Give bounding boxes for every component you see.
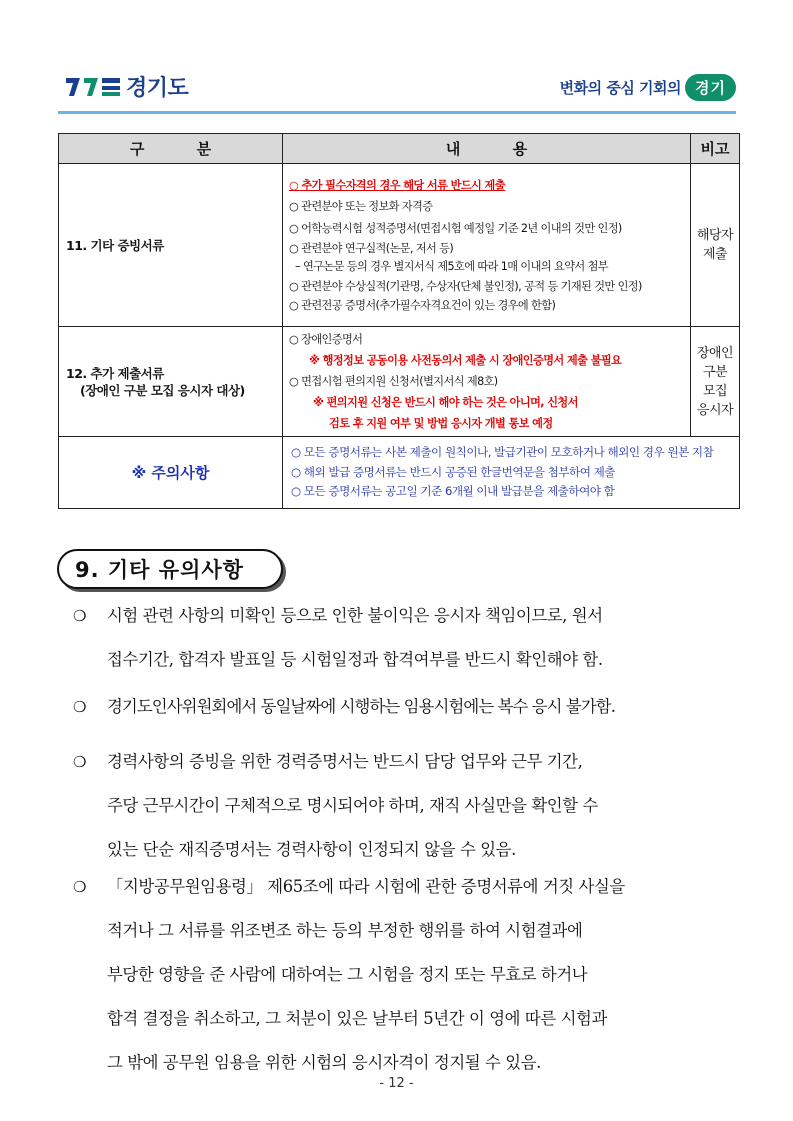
note-line: 제출 [702,247,728,262]
documents-table [58,133,740,509]
paragraph [73,865,745,1085]
paragraph-line: 경력사항의 증빙을 위한 경력증명서는 반드시 담당 업무와 근무 기간, [107,752,583,771]
caution-line: ○ 모든 증명서류는 사본 제출이 원칙이나, 발급기관이 모호하거나 해외인 경우 원본 지참 [291,445,714,460]
paragraph-line: 경기도인사위원회에서 동일날짜에 시행하는 임용시험에는 복수 응시 불가함. [107,697,616,716]
caution-line: ○ 모든 증명서류는 공고일 기준 6개월 이내 발급분을 제출하여야 함 [291,484,615,499]
header-rule [58,111,736,114]
slogan-badge: 경기 [685,74,736,101]
paragraph-line: 적거나 그 서류를 위조변조 하는 등의 부정한 행위를 하여 시험결과에 [107,921,583,940]
table-row [59,327,740,437]
note-line: 응시자 [696,402,734,418]
note-line: 구분 [702,364,728,380]
paragraph-line: 그 밖에 공무원 임용을 위한 시험의 응시자격이 정지될 수 있음. [107,1053,541,1072]
column-header-category: 구 분 [59,134,283,164]
content-line: ○ 관련분야 또는 정보화 자격증 [289,200,433,214]
row-content [283,327,691,437]
column-header-note: 비고 [691,134,740,164]
paragraph-line: 접수기간, 합격자 발표일 등 시험일정과 합격여부를 반드시 확인해야 함. [107,650,603,669]
row-content [283,164,691,327]
paragraph-line: 시험 관련 사항의 미확인 등으로 인한 불이익은 응시자 책임이므로, 원서 [107,606,603,625]
gyeonggi-logo-icon [64,74,122,98]
paragraph [73,594,745,682]
content-line: ※ 행정정보 공동이용 사전동의서 제출 시 장애인증명서 제출 불필요 [309,354,622,367]
caution-row [59,437,740,509]
caution-content [283,437,740,509]
note-line: 해당자 [696,228,734,243]
paragraph [73,685,745,729]
row-note [691,327,740,437]
section-title: 9. 기타 유의사항 [57,549,283,589]
content-line: ○ 관련분야 연구실적(논문, 저서 등) [289,241,454,255]
note-line: 장애인 [696,345,734,361]
paragraph-line: 「지방공무원임용령」 제65조에 따라 시험에 관한 증명서류에 거짓 사실을 [107,877,625,896]
caution-line: ○ 해외 발급 증명서류는 반드시 공증된 한글번역문을 첨부하여 제출 [291,464,615,479]
bullet-icon: ❍ [73,753,87,771]
slogan [560,74,736,101]
table-row [59,164,740,327]
table-header-row [59,134,740,164]
row-note [691,164,740,327]
content-line: ○ 장애인증명서 [289,333,363,346]
bullet-icon: ❍ [73,878,87,896]
gyeonggi-logo [64,72,188,100]
row-category [59,327,283,437]
bullet-icon: ❍ [73,607,87,625]
content-line: ○ 어학능력시험 성적증명서(면접시험 예정일 기준 2년 이내의 것만 인정) [289,222,622,235]
paragraph-line: 주당 근무시간이 구체적으로 명시되어야 하며, 재직 사실만을 확인할 수 [107,796,598,815]
page-number: - 12 - [379,1076,414,1091]
caution-label: ※ 주의사항 [59,437,283,509]
paragraph [73,740,745,872]
content-line: ○ 면접시험 편의지원 신청서(별지서식 제8호) [289,375,498,388]
column-header-content: 내 용 [283,134,691,164]
content-line: – 연구논문 등의 경우 별지서식 제5호에 따라 1매 이내의 요약서 첨부 [295,259,608,273]
paragraph-line: 합격 결정을 취소하고, 그 처분이 있은 날부터 5년간 이 영에 따른 시험과 [107,1009,607,1028]
note-line: 모집 [702,383,728,399]
category-line: (장애인 구분 모집 응시자 대상) [80,382,245,398]
bullet-icon: ❍ [73,698,87,716]
slogan-text: 변화의 중심 기회의 [559,79,682,97]
logo-text: 경기도 [126,75,189,101]
content-line: ○ 추가 필수자격의 경우 해당 서류 반드시 제출 [289,178,505,192]
row-category: 11. 기타 증빙서류 [59,164,283,327]
category-line: 12. 추가 제출서류 [66,365,164,381]
content-line: 검토 후 지원 여부 및 방법 응시자 개별 통보 예정 [329,417,553,430]
content-line: ○ 관련전공 증명서(추가필수자격요건이 있는 경우에 한함) [289,299,556,313]
paragraph-line: 부당한 영향을 준 사람에 대하여는 그 시험을 정지 또는 무효로 하거나 [107,965,588,984]
paragraph-line: 있는 단순 재직증명서는 경력사항이 인정되지 않을 수 있음. [107,840,516,859]
content-line: ○ 관련분야 수상실적(기관명, 수상자(단체 불인정), 공적 등 기재된 것만 인정) [289,279,642,293]
content-line: ※ 편의지원 신청은 반드시 해야 하는 것은 아니며, 신청서 [313,396,578,409]
